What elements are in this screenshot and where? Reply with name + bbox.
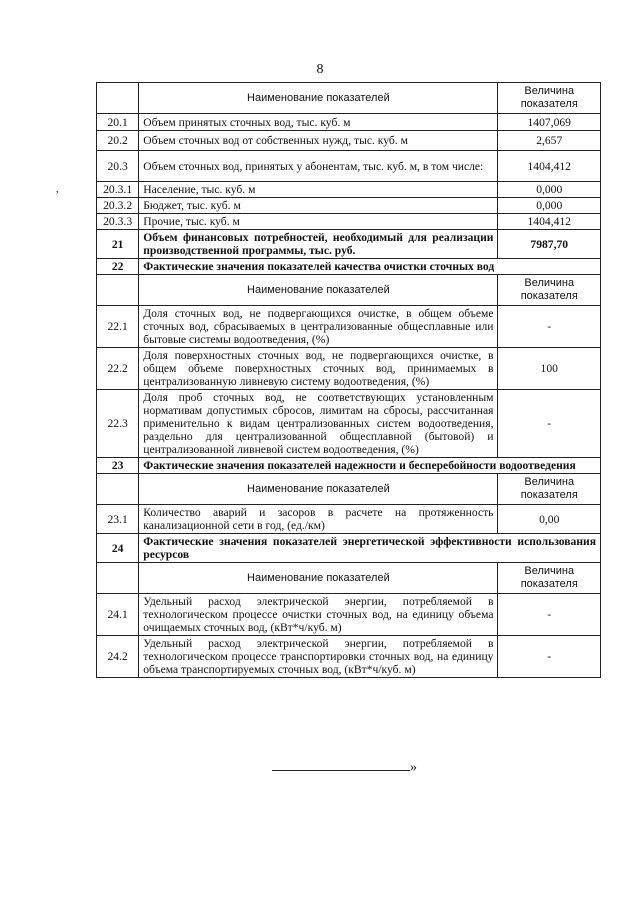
- section-23-row: [97, 458, 601, 474]
- row-value: 100: [498, 348, 601, 390]
- row-num: 20.2: [97, 131, 139, 151]
- row-name: Доля проб сточных вод, не соответствующих установленным нормативам допустимых сбросов, лимитам на сбросы, рассчитанная применительно к видам централизованных систем водоотведения, раздельно для централизованной общесплавной (бытовой) и централизованной ливневой систем водоотведения, (%): [139, 390, 498, 458]
- section-num: 22: [97, 259, 139, 275]
- table-header-row: [97, 275, 601, 306]
- header-value: Величина показателя: [498, 474, 601, 505]
- row-num: 24.2: [97, 636, 139, 678]
- row-value: -: [498, 306, 601, 348]
- table-row: [97, 594, 601, 636]
- row-value: 0,000: [498, 198, 601, 214]
- table-row-21: [97, 230, 601, 259]
- row-value: -: [498, 636, 601, 678]
- header-value: Величина показателя: [498, 275, 601, 306]
- row-num: 24.1: [97, 594, 139, 636]
- header-name: Наименование показателей: [139, 563, 498, 594]
- row-name: Бюджет, тыс. куб. м: [139, 198, 498, 214]
- section-title: Фактические значения показателей энергетической эффективности использования ресурсов: [139, 534, 601, 563]
- header-value: Величина показателя: [498, 83, 601, 114]
- row-value: 1407,069: [498, 114, 601, 131]
- row-num: 22.2: [97, 348, 139, 390]
- row-name: Объем сточных вод от собственных нужд, тыс. куб. м: [139, 131, 498, 151]
- row-value: 1404,412: [498, 151, 601, 182]
- section-num: 23: [97, 458, 139, 474]
- table-row: [97, 131, 601, 151]
- row-num: 20.3.3: [97, 214, 139, 230]
- row-num: 20.3.1: [97, 182, 139, 198]
- row-num: 23.1: [97, 505, 139, 534]
- table-row: [97, 151, 601, 182]
- table-row: [97, 306, 601, 348]
- margin-mark: ,: [56, 184, 59, 195]
- section-24-row: [97, 534, 601, 563]
- table-row: [97, 114, 601, 131]
- row-name: Прочие, тыс. куб. м: [139, 214, 498, 230]
- header-num-cell: [97, 275, 139, 306]
- header-name: Наименование показателей: [139, 275, 498, 306]
- indicators-table: [96, 82, 601, 678]
- header-value: Величина показателя: [498, 563, 601, 594]
- section-22-row: [97, 259, 601, 275]
- row-value: 0,00: [498, 505, 601, 534]
- table-header-row: [97, 474, 601, 505]
- table-row: [97, 505, 601, 534]
- row-name: Удельный расход электрической энергии, потребляемой в технологическом процессе очистки сточных вод, на единицу объема очищаемых сточных вод, (кВт*ч/куб. м): [139, 594, 498, 636]
- table-row: [97, 348, 601, 390]
- header-num-cell: [97, 83, 139, 114]
- page-number: 8: [316, 62, 324, 77]
- row-value: 2,657: [498, 131, 601, 151]
- row-value: 7987,70: [498, 230, 601, 259]
- row-name: Доля сточных вод, не подвергающихся очистке, в общем объеме сточных вод, сбрасываемых в централизованные общесплавные или бытовые системы водоотведения, (%): [139, 306, 498, 348]
- row-name: Доля поверхностных сточных вод, не подвергающихся очистке, в общем объеме поверхностных сточных вод, принимаемых в централизованную ливневую систему водоотведения, (%): [139, 348, 498, 390]
- header-num-cell: [97, 474, 139, 505]
- section-title: Фактические значения показателей качества очистки сточных вод: [139, 259, 601, 275]
- table-row: [97, 390, 601, 458]
- row-num: 21: [97, 230, 139, 259]
- row-num: 20.1: [97, 114, 139, 131]
- header-name: Наименование показателей: [139, 474, 498, 505]
- header-name: Наименование показателей: [139, 83, 498, 114]
- row-num: 20.3: [97, 151, 139, 182]
- row-num: 22.3: [97, 390, 139, 458]
- table-row: [97, 636, 601, 678]
- row-name: Удельный расход электрической энергии, потребляемой в технологическом процессе транспортировки сточных вод, на единицу объема транспортируемых сточных вод, (кВт*ч/куб. м): [139, 636, 498, 678]
- row-name: Объем сточных вод, принятых у абонентам, тыс. куб. м, в том числе:: [139, 151, 498, 182]
- table-header-row: [97, 83, 601, 114]
- closing-line: [272, 760, 417, 776]
- table-row: [97, 214, 601, 230]
- closing-quote: »: [410, 760, 417, 775]
- table-row: [97, 198, 601, 214]
- signature-line: [272, 760, 410, 771]
- row-value: 1404,412: [498, 214, 601, 230]
- row-name: Объем принятых сточных вод, тыс. куб. м: [139, 114, 498, 131]
- row-name: Объем финансовых потребностей, необходимый для реализации производственной программы, тыс. руб.: [139, 230, 498, 259]
- header-num-cell: [97, 563, 139, 594]
- row-value: -: [498, 594, 601, 636]
- row-num: 22.1: [97, 306, 139, 348]
- section-title: Фактические значения показателей надежности и бесперебойности водоотведения: [139, 458, 601, 474]
- row-name: Количество аварий и засоров в расчете на протяженность канализационной сети в год, (ед./км): [139, 505, 498, 534]
- table-header-row: [97, 563, 601, 594]
- row-value: -: [498, 390, 601, 458]
- section-num: 24: [97, 534, 139, 563]
- table-row: [97, 182, 601, 198]
- row-value: 0,000: [498, 182, 601, 198]
- row-num: 20.3.2: [97, 198, 139, 214]
- row-name: Население, тыс. куб. м: [139, 182, 498, 198]
